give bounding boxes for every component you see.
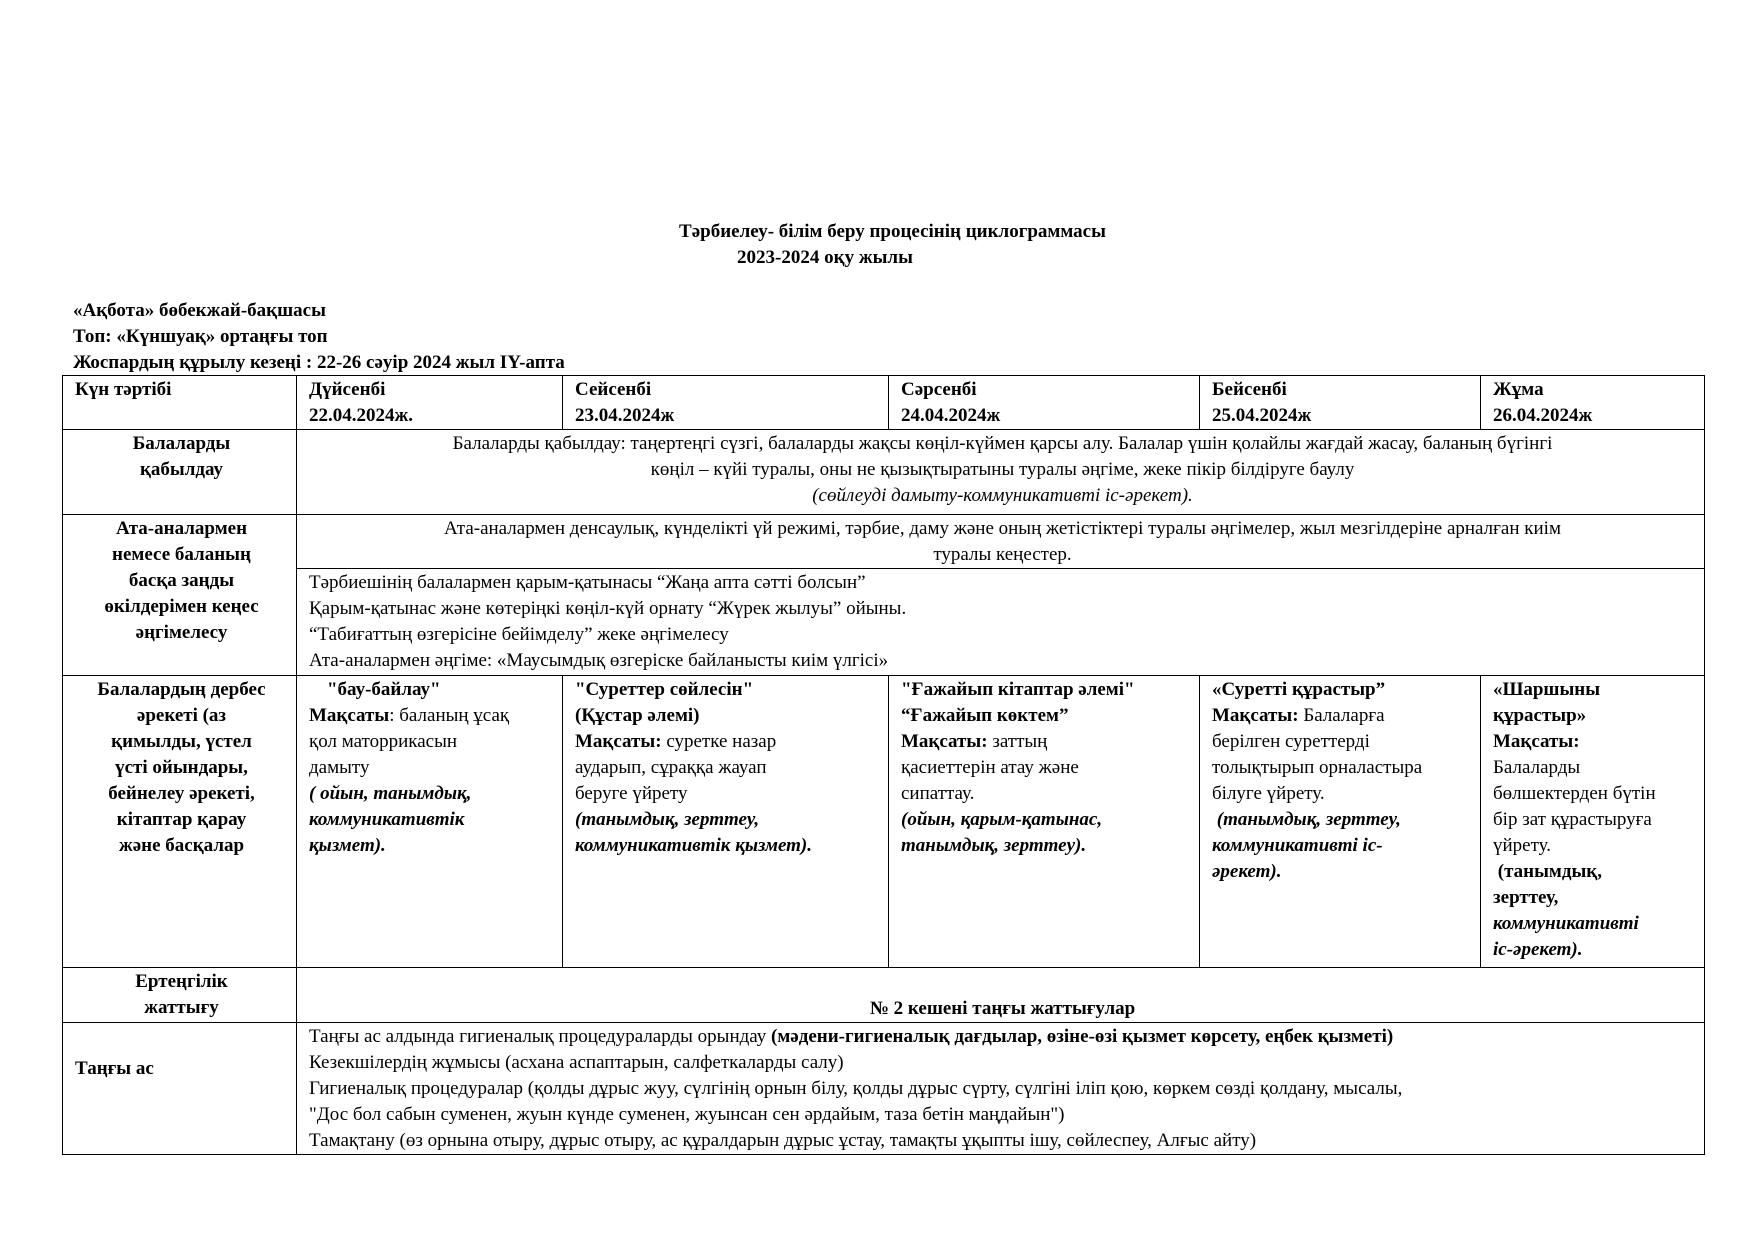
breakfast-text: Таңғы ас алдында гигиеналық процедураларды орындау (мәдени-гигиеналық дағдылар, өзіне-өзі қызмет көрсету, еңбек қызметі) Кезекшілердің жұмысы (асхана аспаптарын, салфеткаларды салу) Гигиеналық процедуралар (қолды дұрыс жуу, сүлгінің орнын білу, қолды дұрыс сүрту, сүлгіні іліп қою, көркем сөзді қолдану, мысалы, "Дос бол сабын суменен, жуын күнде суменен, жуынсан сен әрдайым, таза бетін маңдайын") Тамақтану (өз орнына отыру, дұрыс отыру, ас құралдарын дұрыс ұстау, тамақты ұқыпты ішу, сөйлеспеу, Алғыс айту) xyxy=(297,1023,1705,1155)
kindergarten-name: «Ақбота» бөбекжай-бақшасы xyxy=(73,300,326,321)
row-breakfast xyxy=(63,1023,1705,1155)
document-title: Тәрбиелеу- білім беру процесінің циклограммасы xyxy=(679,221,1106,242)
row-activity xyxy=(63,676,1705,968)
row-exercise xyxy=(63,968,1705,1023)
parents-text-1: Ата-аналармен денсаулық, күнделікті үй режимі, тәрбие, даму және оның жетістіктері туралы әңгімелер, жыл мезгілдеріне арналған киім туралы кеңестер. xyxy=(297,515,1705,569)
header-tuesday: Сейсенбі 23.04.2024ж xyxy=(563,376,889,430)
activity-monday: "бау-байлау" Мақсаты: баланың ұсақ қол маторрикасын дамыту ( ойын, танымдық, коммуникативтік қызмет). xyxy=(297,676,563,968)
activity-tuesday: "Суреттер сөйлесін" (Құстар әлемі) Мақсаты: суретке назар аударып, сұраққа жауап беруге үйрету (танымдық, зерттеу, коммуникативтік қызмет). xyxy=(563,676,889,968)
activity-friday: «Шаршыны құрастыр» Мақсаты: Балаларды бөлшектерден бүтін бір зат құрастыруға үйрету. (танымдық, зерттеу, коммуникативті іс-әрекет). xyxy=(1481,676,1705,968)
row-reception xyxy=(63,430,1705,515)
plan-period: Жоспардың құрылу кезеңі : 22-26 сәуір 2024 жыл IY-апта xyxy=(73,352,565,373)
header-monday: Дүйсенбі 22.04.2024ж. xyxy=(297,376,563,430)
academic-year: 2023-2024 оқу жылы xyxy=(737,247,913,268)
activity-label: Балалардың дербес әрекеті (аз қимылды, үстел үсті ойындары, бейнелеу әрекеті, кітаптар қарау және басқалар xyxy=(63,676,297,968)
parents-label: Ата-аналармен немесе баланың басқа заңды өкілдерімен кеңес әңгімелесу xyxy=(63,515,297,676)
exercise-label: Ертеңгілік жаттығу xyxy=(63,968,297,1023)
group-name: Топ: «Күншуақ» ортаңғы топ xyxy=(73,326,328,347)
breakfast-label: Таңғы ас xyxy=(63,1023,297,1155)
header-day-schedule: Күн тәртібі xyxy=(63,376,297,430)
exercise-text: № 2 кешені таңғы жаттығулар xyxy=(297,968,1705,1023)
reception-text: Балаларды қабылдау: таңертеңгі сүзгі, балаларды жақсы көңіл-күймен қарсы алу. Балалар үшін қолайлы жағдай жасау, баланың бүгінгі көңіл – күйі туралы, оны не қызықтыратыны туралы әңгіме, жеке пікір білдіруге баулу (сөйлеуді дамыту-коммуникативті іс-әрекет). xyxy=(297,430,1705,515)
reception-label: Балаларды қабылдау xyxy=(63,430,297,515)
schedule-table xyxy=(62,375,1705,1155)
header-row xyxy=(63,376,1705,430)
parents-text-2: Тәрбиешінің балалармен қарым-қатынасы “Жаңа апта сәтті болсын” Қарым-қатынас және көтеріңкі көңіл-күй орнату “Жүрек жылуы” ойыны. “Табиғаттың өзгерісіне бейімделу” жеке әңгімелесу Ата-аналармен әңгіме: «Маусымдық өзгеріске байланысты киім үлгісі» xyxy=(297,569,1705,676)
row-parents-1 xyxy=(63,515,1705,569)
header-wednesday: Сәрсенбі 24.04.2024ж xyxy=(889,376,1200,430)
activity-thursday: «Суретті құрастыр” Мақсаты: Балаларға берілген суреттерді толықтырып орналастыра білуге үйрету. (танымдық, зерттеу, коммуникативті іс- әрекет). xyxy=(1200,676,1481,968)
row-parents-2 xyxy=(63,569,1705,676)
header-thursday: Бейсенбі 25.04.2024ж xyxy=(1200,376,1481,430)
activity-wednesday: "Ғажайып кітаптар әлемі" “Ғажайып көктем” Мақсаты: заттың қасиеттерін атау және сипаттау. (ойын, қарым-қатынас, танымдық, зерттеу). xyxy=(889,676,1200,968)
header-friday: Жұма 26.04.2024ж xyxy=(1481,376,1705,430)
